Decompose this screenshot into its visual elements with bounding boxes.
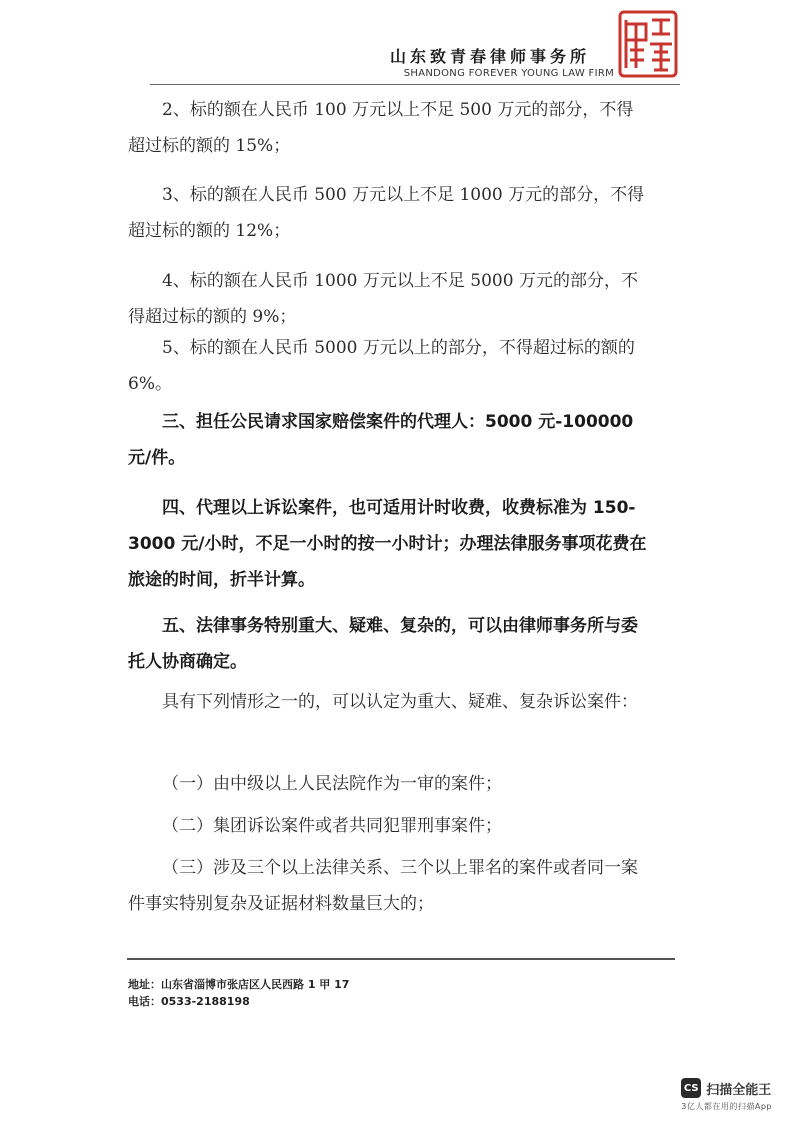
camscanner-logo-icon: CS — [681, 1078, 701, 1098]
header-divider — [150, 84, 680, 85]
paragraph: 3、标的额在人民币 500 万元以上不足 1000 万元的部分，不得超过标的额的 12%； — [128, 185, 645, 241]
letterhead — [0, 0, 794, 90]
paragraph: 具有下列情形之一的，可以认定为重大、疑难、复杂诉讼案件： — [162, 692, 638, 712]
paragraph: 2、标的额在人民币 100 万元以上不足 500 万元的部分，不得超过标的额的 15%； — [128, 100, 634, 156]
watermark-title: 扫描全能王 — [706, 1082, 772, 1098]
paragraph: 四、代理以上诉讼案件，也可适用计时收费，收费标准为 150-3000 元/小时，不足一小时的按一小时计；办理法律服务事项花费在旅途的时间，折半计算。 — [128, 498, 647, 590]
watermark-subtitle: 3亿人都在用的扫描App — [681, 1102, 772, 1111]
paragraph: （二）集团诉讼案件或者共同犯罪刑事案件； — [162, 816, 502, 836]
paragraph: （三）涉及三个以上法律关系、三个以上罪名的案件或者同一案件事实特别复杂及证据材料数量巨大的； — [128, 858, 638, 914]
paragraph: （一）由中级以上人民法院作为一审的案件； — [162, 774, 502, 794]
scanner-watermark — [681, 1078, 772, 1112]
firm-name-chinese: 山东致青春律师事务所 — [389, 47, 590, 66]
paragraph: 4、标的额在人民币 1000 万元以上不足 5000 万元的部分，不得超过标的额的 9%； — [128, 271, 638, 327]
firm-seal-icon — [618, 10, 678, 78]
footer-address: 地址：山东省淄博市张店区人民西路 1 甲 17 — [128, 978, 350, 991]
footer-divider — [127, 958, 675, 960]
paragraph: 三、担任公民请求国家赔偿案件的代理人：5000 元-100000 元/件。 — [128, 412, 634, 468]
paragraph: 五、法律事务特别重大、疑难、复杂的，可以由律师事务所与委托人协商确定。 — [128, 616, 638, 672]
firm-name-english: SHANDONG FOREVER YOUNG LAW FIRM — [403, 68, 614, 79]
footer-phone: 电话：0533-2188198 — [128, 995, 250, 1008]
paragraph: 5、标的额在人民币 5000 万元以上的部分，不得超过标的额的 6%。 — [128, 338, 635, 394]
